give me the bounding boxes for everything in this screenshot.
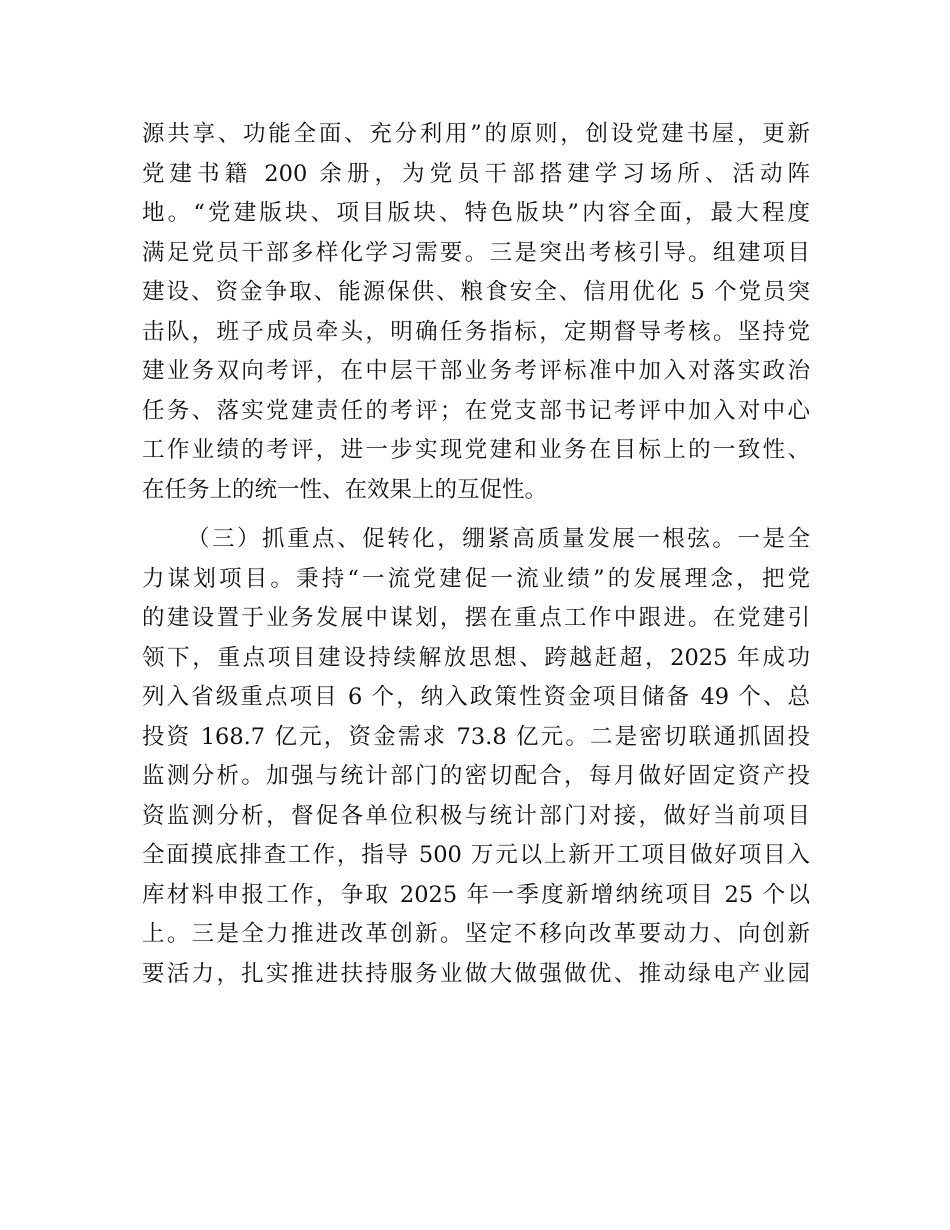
text-line: 领下，重点项目建设持续解放思想、跨越赶超，2025 年成功 xyxy=(142,644,810,671)
document-body xyxy=(142,115,810,994)
text-line: 党建书籍 200 余册，为党员干部搭建学习场所、活动阵 xyxy=(142,160,810,187)
text-line: 在任务上的统一性、在效果上的互促性。 xyxy=(142,476,548,503)
text-line: 的建设置于业务发展中谋划，摆在重点工作中跟进。在党建引 xyxy=(142,605,810,631)
text-line: （三）抓重点、促转化，绷紧高质量发展一根弦。一是全 xyxy=(187,526,810,552)
text-line: 源共享、功能全面、充分利用”的原则，创设党建书屋，更新 xyxy=(142,121,810,147)
text-line: 监测分析。加强与统计部门的密切配合，每月做好固定资产投 xyxy=(142,763,810,789)
text-line: 库材料申报工作，争取 2025 年一季度新增纳统项目 25 个以 xyxy=(142,881,810,908)
paragraph-1 xyxy=(142,115,810,510)
text-line: 满足党员干部多样化学习需要。三是突出考核引导。组建项目 xyxy=(142,239,810,266)
text-line: 工作业绩的考评，进一步实现党建和业务在目标上的一致性、 xyxy=(142,437,810,463)
paragraph-spacer xyxy=(142,510,810,520)
text-line: 资监测分析，督促各单位积极与统计部门对接，做好当前项目 xyxy=(142,802,810,829)
text-line: 地。“党建版块、项目版块、特色版块”内容全面，最大程度 xyxy=(142,200,810,226)
text-line: 列入省级重点项目 6 个，纳入政策性资金项目储备 49 个、总 xyxy=(142,684,810,710)
text-line: 全面摸底排查工作，指导 500 万元以上新开工项目做好项目入 xyxy=(142,842,810,868)
text-line: 击队，班子成员牵头，明确任务指标，定期督导考核。坚持党 xyxy=(142,318,810,345)
text-line: 要活力，扎实推进扶持服务业做大做强做优、推动绿电产业园 xyxy=(142,960,810,987)
text-line: 建业务双向考评，在中层干部业务考评标准中加入对落实政治 xyxy=(142,358,810,384)
text-line: 力谋划项目。秉持“一流党建促一流业绩”的发展理念，把党 xyxy=(142,565,810,592)
text-line: 投资 168.7 亿元，资金需求 73.8 亿元。二是密切联通抓固投 xyxy=(142,723,810,750)
text-line: 任务、落实党建责任的考评；在党支部书记考评中加入对中心 xyxy=(142,397,810,424)
text-line: 建设、资金争取、能源保供、粮食安全、信用优化 5 个党员突 xyxy=(142,279,810,305)
text-line: 上。三是全力推进改革创新。坚定不移向改革要动力、向创新 xyxy=(142,921,810,947)
paragraph-2 xyxy=(142,520,810,994)
